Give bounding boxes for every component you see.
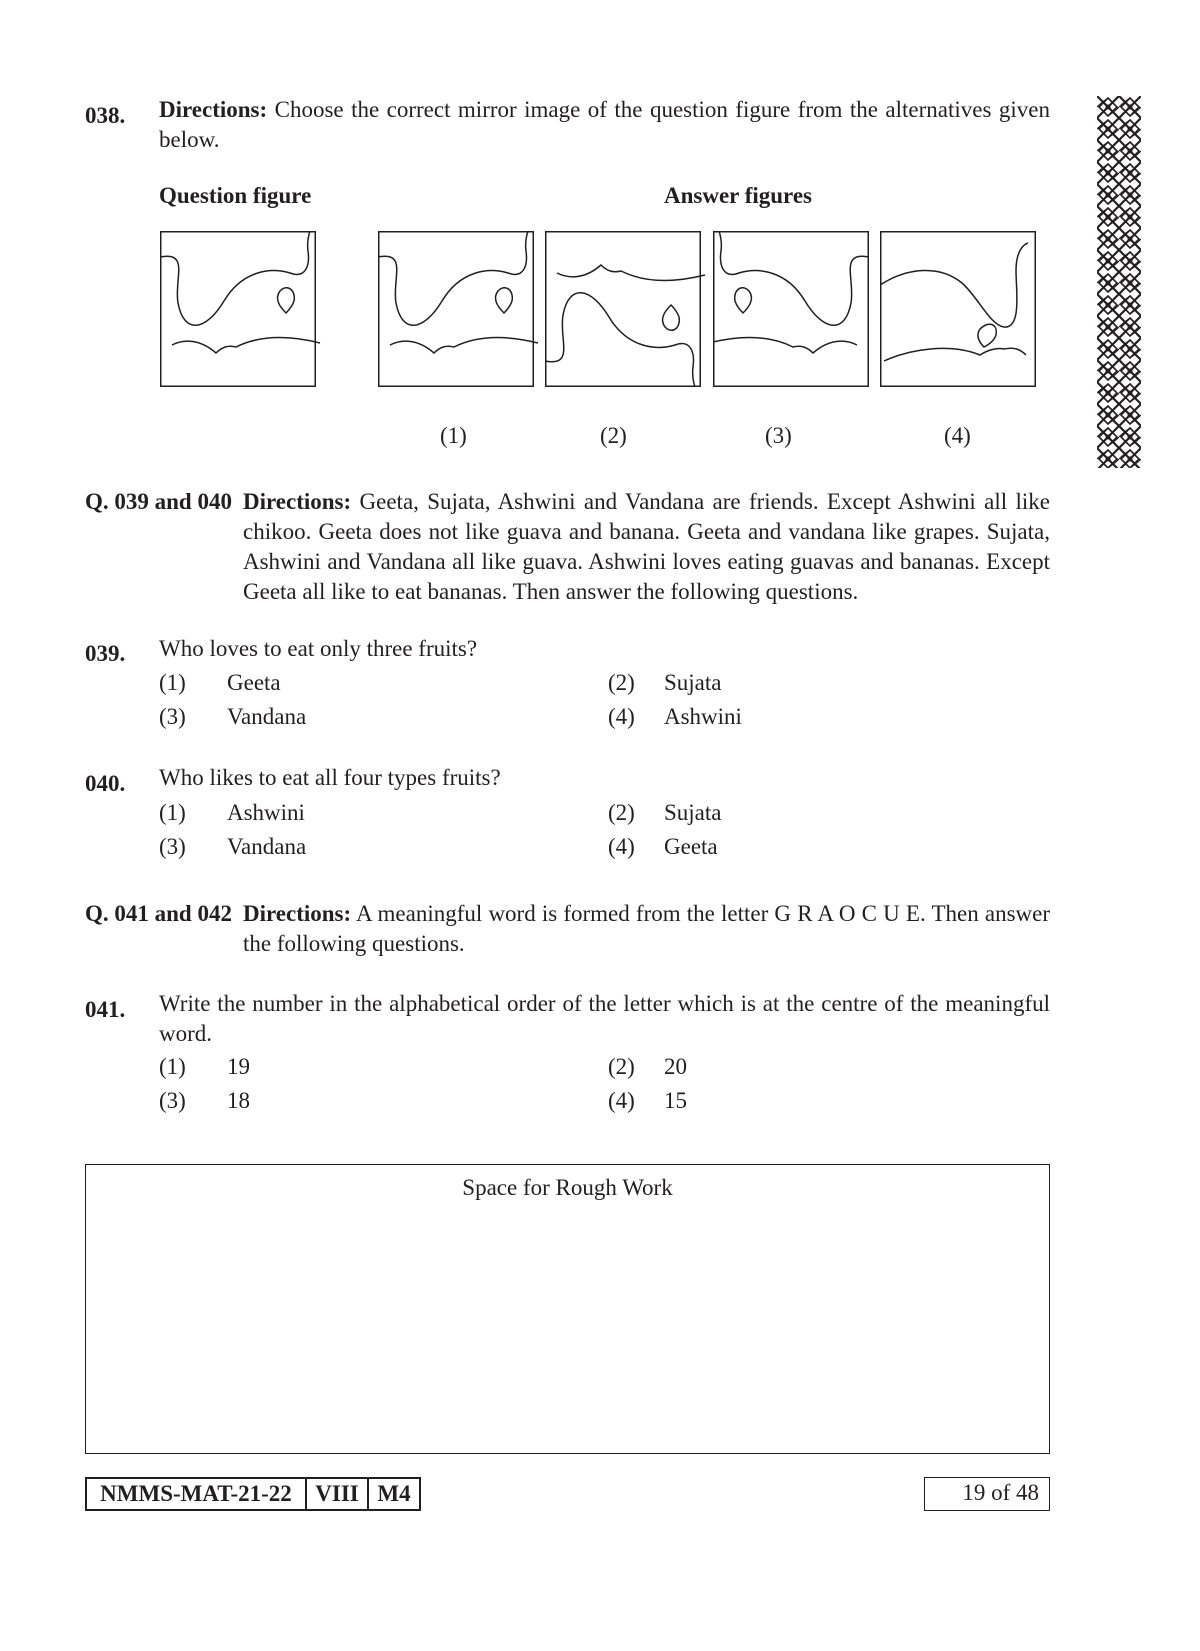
question-number: 041.	[85, 997, 126, 1022]
option-number: (1)	[159, 1054, 186, 1079]
option-number: (2)	[608, 670, 635, 695]
wave-shape-figure	[713, 231, 877, 395]
question-text: Who loves to eat only three fruits?	[159, 636, 478, 661]
answer-figure-3	[713, 231, 877, 395]
answer-option-label: (1)	[440, 423, 467, 448]
wave-shape-figure	[545, 231, 709, 395]
question-figure	[160, 231, 324, 395]
directions-label: Directions:	[159, 97, 268, 122]
question-number: 038.	[85, 103, 126, 128]
option-text: Geeta	[664, 834, 718, 859]
option-number: (1)	[159, 670, 186, 695]
option-text: Vandana	[227, 704, 307, 729]
answer-option-label: (2)	[600, 423, 627, 448]
option-number: (4)	[608, 834, 635, 859]
directions-text: Choose the correct mirror image of the question figure from the alternatives given below.	[159, 97, 1050, 152]
option-number: (4)	[608, 704, 635, 729]
option-text: Ashwini	[227, 800, 305, 825]
knot-pattern-icon	[1097, 96, 1141, 468]
question-text: Who likes to eat all four types fruits?	[159, 765, 501, 790]
answer-figure-1	[378, 231, 542, 395]
section-directions	[243, 487, 1050, 607]
question-directions	[159, 95, 1050, 155]
question-number: 040.	[85, 771, 126, 796]
footer-class: VIII	[305, 1477, 369, 1511]
wave-shape-figure	[160, 231, 324, 395]
question-figure-label: Question figure	[159, 183, 312, 208]
option-text: Sujata	[664, 800, 722, 825]
answer-figures-label: Answer figures	[664, 183, 813, 208]
directions-label: Directions:	[243, 901, 352, 926]
option-text: 20	[664, 1054, 687, 1079]
side-border-pattern	[1097, 96, 1141, 468]
option-number: (4)	[608, 1088, 635, 1113]
directions-label: Directions:	[243, 489, 352, 514]
option-text: 18	[227, 1088, 250, 1113]
option-number: (2)	[608, 800, 635, 825]
wave-shape-figure	[880, 231, 1044, 395]
option-number: (2)	[608, 1054, 635, 1079]
option-number: (3)	[159, 1088, 186, 1113]
answer-figure-2	[545, 231, 709, 395]
section-directions	[243, 899, 1050, 959]
option-number: (1)	[159, 800, 186, 825]
footer-exam-code: NMMS-MAT-21-22	[85, 1477, 307, 1511]
option-text: Vandana	[227, 834, 307, 859]
answer-figure-4	[880, 231, 1044, 395]
option-text: Sujata	[664, 670, 722, 695]
answer-option-label: (3)	[765, 423, 792, 448]
rough-work-label: Space for Rough Work	[462, 1175, 673, 1200]
section-label: Q. 039 and 040	[85, 489, 232, 514]
footer-medium: M4	[367, 1477, 421, 1511]
option-text: 15	[664, 1088, 687, 1113]
option-text: 19	[227, 1054, 250, 1079]
wave-shape-figure	[378, 231, 542, 395]
option-text: Ashwini	[664, 704, 742, 729]
question-text: Write the number in the alphabetical order of the letter which is at the centre of the meaningful word.	[159, 991, 1050, 1046]
section-label: Q. 041 and 042	[85, 901, 232, 926]
page-number: 19 of 48	[924, 1477, 1050, 1511]
option-number: (3)	[159, 704, 186, 729]
directions-text: A meaningful word is formed from the letter G R A O C U E. Then answer the following questions.	[243, 901, 1050, 956]
option-number: (3)	[159, 834, 186, 859]
directions-text: Geeta, Sujata, Ashwini and Vandana are friends. Except Ashwini all like chikoo. Geeta does not like guava and banana. Geeta and vandana like grapes. Sujata, Ashwini and Vandana all like guava. Ashwini loves eating guavas and bananas. Except Geeta all like to eat bananas. Then answer the following questions.	[243, 489, 1050, 604]
question-number: 039.	[85, 641, 126, 666]
option-text: Geeta	[227, 670, 281, 695]
answer-option-label: (4)	[944, 423, 971, 448]
rough-work-box	[85, 1164, 1050, 1454]
